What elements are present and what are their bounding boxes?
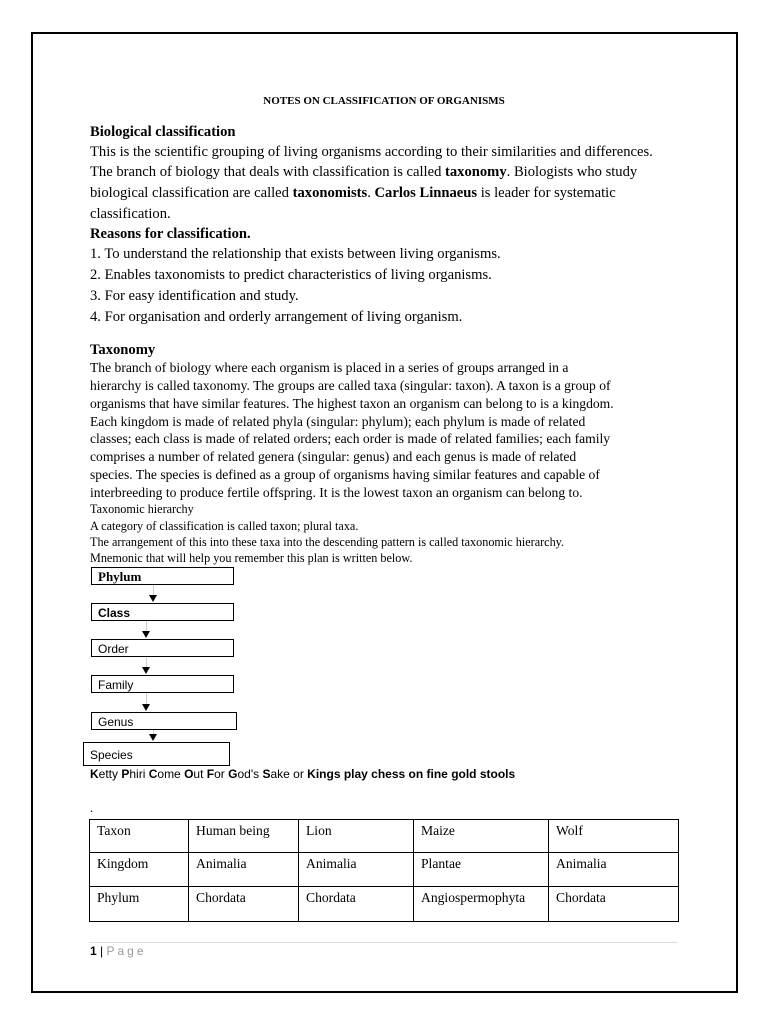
footer-divider (89, 942, 678, 943)
text-line (90, 361, 568, 375)
mnemonic-segment: ome (157, 767, 185, 781)
text-line (90, 486, 583, 500)
text-line (90, 343, 155, 358)
table-cell: Animalia (299, 853, 414, 887)
table-cell: Maize (414, 820, 549, 853)
text-segment: Mnemonic that will help you remember this plan is written below. (90, 551, 413, 565)
table-cell: Chordata (299, 887, 414, 922)
arrow-down-icon (149, 734, 157, 741)
table-cell: Kingdom (90, 853, 189, 887)
mnemonic-segment: S (262, 767, 271, 781)
page-word: Page (106, 944, 147, 958)
text-segment: Carlos Linnaeus (374, 185, 478, 201)
arrow-down-icon (142, 667, 150, 674)
mnemonic-segment: G (228, 767, 238, 781)
text-segment: The branch of biology that deals with classification is called (90, 164, 446, 180)
mnemonic-segment: F (206, 767, 215, 781)
text-line (90, 415, 585, 429)
hierarchy-box-phylum: Phylum (91, 567, 234, 585)
text-segment: . (367, 185, 375, 201)
mnemonic-segment: ake or (270, 767, 308, 781)
table-cell: Chordata (549, 887, 679, 922)
text-segment: comprises a number of related genera (singular: genus) and each genus is made of related (90, 449, 577, 464)
text-line (90, 289, 299, 304)
text-segment: species. The species is defined as a group of organisms having similar features and capable of (90, 467, 600, 482)
table-cell: Animalia (549, 853, 679, 887)
footer-separator: | (96, 944, 107, 958)
table-row (90, 887, 679, 922)
text-segment: This is the scientific grouping of living organisms according to their similarities and differences. (90, 144, 653, 160)
text-line (90, 397, 614, 411)
mnemonic-segment: C (148, 767, 158, 781)
table-row (90, 820, 679, 853)
text-line (90, 379, 611, 393)
hierarchy-box-order: Order (91, 639, 234, 657)
text-line (90, 536, 564, 548)
arrow-down-icon (142, 631, 150, 638)
text-segment: Each kingdom is made of related phyla (singular: phylum); each phylum is made of related (90, 414, 586, 429)
text-segment: is leader for systematic (477, 185, 616, 201)
text-segment: hierarchy is called taxonomy. The groups are called taxa (singular: taxon). A taxon is a group of (90, 378, 611, 393)
text-line (90, 207, 171, 222)
mnemonic-segment: etty (98, 767, 122, 781)
text-line (90, 125, 236, 140)
table-cell: Chordata (189, 887, 299, 922)
mnemonic-segment: P (121, 767, 130, 781)
table-cell: Taxon (90, 820, 189, 853)
page-footer (90, 944, 147, 958)
text-line (90, 450, 576, 464)
hierarchy-box-class: Class (91, 603, 234, 621)
text-line (90, 268, 492, 283)
text-segment: . (90, 801, 94, 815)
text-segment: Biological classification (90, 124, 236, 140)
table-cell: Plantae (414, 853, 549, 887)
text-segment: Taxonomy (90, 342, 156, 358)
text-line (90, 802, 93, 814)
table-cell: Wolf (549, 820, 679, 853)
text-line (90, 247, 501, 262)
text-segment: biological classification are called (90, 185, 293, 201)
text-line (90, 227, 251, 242)
text-segment: classification. (90, 206, 171, 222)
text-line (90, 310, 462, 325)
arrow-down-icon (142, 704, 150, 711)
mnemonic-segment: od's (237, 767, 263, 781)
text-segment: 4. For organisation and orderly arrangement of living organism. (90, 309, 463, 325)
text-line (90, 165, 637, 180)
text-line (90, 468, 600, 482)
text-segment: Taxonomic hierarchy (90, 502, 194, 516)
page-number: 1 (90, 944, 97, 958)
mnemonic-segment: or (214, 767, 229, 781)
text-segment: . Biologists who study (506, 164, 638, 180)
text-segment: Reasons for classification. (90, 226, 251, 242)
text-line (90, 186, 616, 201)
text-segment: A category of classification is called taxon; plural taxa. (90, 519, 359, 533)
table-cell: Angiospermophyta (414, 887, 549, 922)
mnemonic-segment: O (184, 767, 194, 781)
text-line (90, 145, 653, 160)
table-cell: Lion (299, 820, 414, 853)
text-line (90, 552, 412, 564)
hierarchy-box-family: Family (91, 675, 234, 693)
text-segment: interbreeding to produce fertile offspring. It is the lowest taxon an organism can belong to. (90, 485, 583, 500)
mnemonic-line (90, 767, 515, 781)
mnemonic-segment: hiri (129, 767, 149, 781)
text-segment: taxonomists (292, 185, 368, 201)
text-segment: classes; each class is made of related orders; each order is made of related families; each family (90, 431, 611, 446)
text-segment: 2. Enables taxonomists to predict characteristics of living organisms. (90, 267, 492, 283)
text-line (90, 432, 610, 446)
mnemonic-segment: K (90, 767, 99, 781)
text-segment: 1. To understand the relationship that exists between living organisms. (90, 246, 501, 262)
text-segment: taxonomy (445, 164, 507, 180)
hierarchy-box-genus: Genus (91, 712, 237, 730)
table-cell: Phylum (90, 887, 189, 922)
text-line (90, 520, 358, 532)
text-line (90, 503, 194, 515)
mnemonic-segment: ut (193, 767, 207, 781)
classification-table (89, 819, 679, 922)
document-title: NOTES ON CLASSIFICATION OF ORGANISMS (263, 95, 505, 107)
text-segment: The branch of biology where each organism is placed in a series of groups arranged in a (90, 360, 569, 375)
hierarchy-box-species: Species (83, 742, 230, 766)
text-segment: organisms that have similar features. The highest taxon an organism can belong to is a kingdom. (90, 396, 614, 411)
arrow-down-icon (149, 595, 157, 602)
table-row (90, 853, 679, 887)
mnemonic-segment: Kings play chess on fine gold stools (307, 767, 516, 781)
table-cell: Human being (189, 820, 299, 853)
table-cell: Animalia (189, 853, 299, 887)
text-segment: The arrangement of this into these taxa into the descending pattern is called taxonomic hierarchy. (90, 535, 565, 549)
text-segment: 3. For easy identification and study. (90, 288, 299, 304)
